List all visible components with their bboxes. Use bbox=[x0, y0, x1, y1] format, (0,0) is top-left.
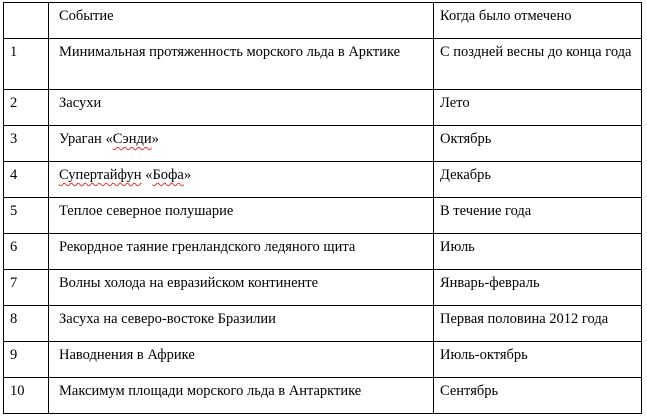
table-row bbox=[4, 270, 642, 306]
event-text-middle: « bbox=[141, 167, 153, 183]
row-event bbox=[49, 126, 434, 162]
row-num: 2 bbox=[4, 90, 49, 126]
events-table bbox=[3, 2, 642, 414]
row-num: 5 bbox=[4, 198, 49, 234]
table-row bbox=[4, 90, 642, 126]
table-row bbox=[4, 234, 642, 270]
spellcheck-marked-word: Сэнди bbox=[112, 131, 152, 147]
row-event: Рекордное таяние гренландского ледяного щита bbox=[49, 234, 434, 270]
header-event-cell: Событие bbox=[49, 3, 434, 39]
row-when: Первая половина 2012 года bbox=[434, 306, 642, 342]
spellcheck-marked-word: Бофа bbox=[152, 167, 184, 183]
row-when: Лето bbox=[434, 90, 642, 126]
header-num-cell bbox=[4, 3, 49, 39]
spellcheck-marked-word: Супертайфун bbox=[59, 167, 142, 183]
row-event bbox=[49, 162, 434, 198]
table-row bbox=[4, 342, 642, 378]
row-num: 10 bbox=[4, 378, 49, 414]
row-num: 9 bbox=[4, 342, 49, 378]
table-row bbox=[4, 306, 642, 342]
row-when: Июль-октябрь bbox=[434, 342, 642, 378]
row-event: Наводнения в Африке bbox=[49, 342, 434, 378]
event-text-suffix: » bbox=[151, 131, 159, 147]
row-when: Октябрь bbox=[434, 126, 642, 162]
row-num: 1 bbox=[4, 39, 49, 90]
header-row bbox=[4, 3, 642, 39]
row-when: Июль bbox=[434, 234, 642, 270]
row-num: 7 bbox=[4, 270, 49, 306]
row-event: Минимальная протяженность морского льда в Арктике bbox=[49, 39, 434, 90]
row-when: Январь-февраль bbox=[434, 270, 642, 306]
row-event: Максимум площади морского льда в Антарктике bbox=[49, 378, 434, 414]
table-row bbox=[4, 378, 642, 414]
row-when: С поздней весны до конца года bbox=[434, 39, 642, 90]
row-when: Декабрь bbox=[434, 162, 642, 198]
row-num: 8 bbox=[4, 306, 49, 342]
row-when: В течение года bbox=[434, 198, 642, 234]
row-num: 6 bbox=[4, 234, 49, 270]
header-when-cell: Когда было отмечено bbox=[434, 3, 642, 39]
table-row bbox=[4, 162, 642, 198]
table-row bbox=[4, 126, 642, 162]
row-num: 3 bbox=[4, 126, 49, 162]
table-row bbox=[4, 39, 642, 90]
row-event: Засуха на северо-востоке Бразилии bbox=[49, 306, 434, 342]
event-text-suffix: » bbox=[183, 167, 192, 183]
event-text-prefix: Ураган « bbox=[59, 131, 113, 147]
row-event: Теплое северное полушарие bbox=[49, 198, 434, 234]
table-row bbox=[4, 198, 642, 234]
row-when: Сентябрь bbox=[434, 378, 642, 414]
row-event: Засухи bbox=[49, 90, 434, 126]
row-num: 4 bbox=[4, 162, 49, 198]
row-event: Волны холода на евразийском континенте bbox=[49, 270, 434, 306]
